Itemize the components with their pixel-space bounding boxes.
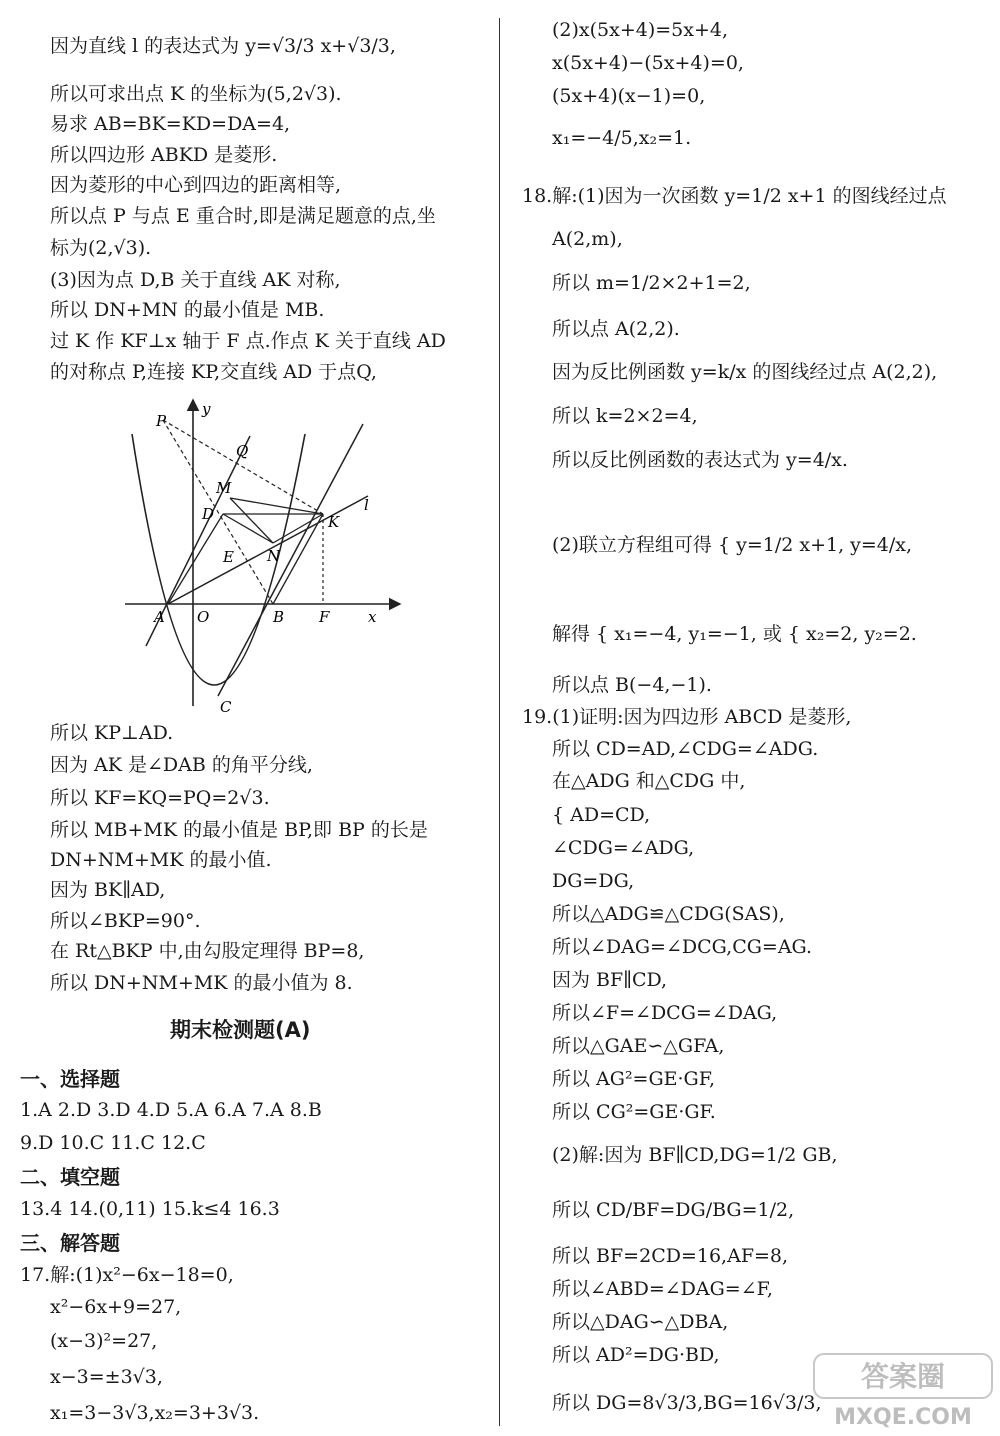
text-line: DN+NM+MK 的最小值. <box>50 849 272 871</box>
label-o: O <box>197 608 210 626</box>
text-line: 所以可求出点 K 的坐标为(5,2√3). <box>50 83 342 105</box>
text-line: 所以点 A(2,2). <box>552 318 680 340</box>
text-line: 所以点 P 与点 E 重合时,即是满足题意的点,坐 <box>50 205 436 227</box>
text-line: 因为 AK 是∠DAB 的角平分线, <box>50 754 313 776</box>
text-line: 在 Rt△BKP 中,由勾股定理得 BP=8, <box>50 940 365 962</box>
exam-title: 期末检测题(A) <box>170 1018 311 1042</box>
text-line: 所以四边形 ABKD 是菱形. <box>50 144 278 166</box>
text-line: A(2,m), <box>552 228 623 250</box>
label-b: B <box>273 608 285 626</box>
text-line: 因为直线 l 的表达式为 y=√3/3 x+√3/3, <box>50 35 396 57</box>
section-answer-heading: 三、解答题 <box>20 1231 120 1255</box>
text-line: 因为反比例函数 y=k/x 的图线经过点 A(2,2), <box>552 361 938 383</box>
text-line: DG=DG, <box>552 870 635 892</box>
text-line: 所以点 B(−4,−1). <box>552 674 712 696</box>
watermark-logo <box>812 1352 994 1432</box>
text-line: 解得 { x₁=−4, y₁=−1, 或 { x₂=2, y₂=2. <box>552 623 917 645</box>
label-n: N <box>267 547 281 565</box>
text-line: 所以 AG²=GE·GF, <box>552 1068 716 1090</box>
label-k: K <box>328 513 340 531</box>
text-line: 所以△DAG∽△DBA, <box>552 1311 729 1333</box>
label-l: l <box>364 496 369 514</box>
text-line: 在△ADG 和△CDG 中, <box>552 770 746 792</box>
text-line: 所以 AD²=DG·BD, <box>552 1344 720 1366</box>
text-line: x(5x+4)−(5x+4)=0, <box>552 52 744 74</box>
label-d: D <box>202 505 215 523</box>
text-line: (2)解:因为 BF∥CD,DG=1/2 GB, <box>552 1144 838 1166</box>
text-line: 所以 CD=AD,∠CDG=∠ADG. <box>552 738 819 760</box>
label-m: M <box>216 479 232 497</box>
text-line: 所以△ADG≌△CDG(SAS), <box>552 903 785 925</box>
section-fill-heading: 二、填空题 <box>20 1165 120 1189</box>
text-line: 所以 KF=KQ=PQ=2√3. <box>50 787 270 809</box>
label-e: E <box>223 548 234 566</box>
text-line: x²−6x+9=27, <box>50 1296 182 1318</box>
text-line: 所以 DG=8√3/3,BG=16√3/3, <box>552 1392 822 1414</box>
label-p: P <box>156 412 167 430</box>
text-line: 因为 BF∥CD, <box>552 969 668 991</box>
column-divider <box>499 18 500 1426</box>
text-line: 过 K 作 KF⊥x 轴于 F 点.作点 K 关于直线 AD <box>50 330 446 352</box>
text-line: 所以 m=1/2×2+1=2, <box>552 272 751 294</box>
watermark-text: MXQE.COM <box>834 1405 972 1430</box>
text-line: { AD=CD, <box>552 804 651 826</box>
text-line: ∠CDG=∠ADG, <box>552 837 695 859</box>
text-line: 所以 KP⊥AD. <box>50 722 174 744</box>
text-line: (2)联立方程组可得 { y=1/2 x+1, y=4/x, <box>552 534 913 556</box>
fill-answers-row: 13.4 14.(0,11) 15.k≤4 16.3 <box>20 1198 280 1220</box>
choice-answers-row: 1.A 2.D 3.D 4.D 5.A 6.A 7.A 8.B <box>20 1099 322 1121</box>
text-line: 所以反比例函数的表达式为 y=4/x. <box>552 449 848 471</box>
text-line: 因为菱形的中心到四边的距离相等, <box>50 174 342 196</box>
text-line: 所以 DN+NM+MK 的最小值为 8. <box>50 972 353 994</box>
label-x: x <box>368 608 377 626</box>
text-line: x−3=±3√3, <box>50 1366 163 1388</box>
text-line: 所以 BF=2CD=16,AF=8, <box>552 1245 789 1267</box>
text-line: 标为(2,√3). <box>50 237 152 259</box>
label-y: y <box>202 400 211 418</box>
text-line: 所以∠ABD=∠DAG=∠F, <box>552 1278 773 1300</box>
text-line: 所以 CG²=GE·GF. <box>552 1101 716 1123</box>
text-line: 所以∠F=∠DCG=∠DAG, <box>552 1002 778 1024</box>
label-c: C <box>220 698 232 716</box>
text-line: 所以 DN+MN 的最小值是 MB. <box>50 299 325 321</box>
label-f: F <box>319 608 330 626</box>
text-line: 所以 MB+MK 的最小值是 BP,即 BP 的长是 <box>50 819 428 841</box>
text-line: 18.解:(1)因为一次函数 y=1/2 x+1 的图线经过点 <box>522 185 947 207</box>
text-line: x₁=3−3√3,x₂=3+3√3. <box>50 1402 260 1424</box>
text-line: 17.解:(1)x²−6x−18=0, <box>20 1264 234 1286</box>
text-line: 所以∠DAG=∠DCG,CG=AG. <box>552 936 813 958</box>
section-choice-heading: 一、选择题 <box>20 1067 120 1091</box>
text-line: 所以∠BKP=90°. <box>50 910 201 932</box>
text-line: (2)x(5x+4)=5x+4, <box>552 19 729 41</box>
watermark-logo-text: 答案圈 <box>860 1360 946 1393</box>
text-line: 所以 CD/BF=DG/BG=1/2, <box>552 1199 795 1221</box>
text-line: (x−3)²=27, <box>50 1330 158 1352</box>
text-line: 易求 AB=BK=KD=DA=4, <box>50 113 291 135</box>
text-line: x₁=−4/5,x₂=1. <box>552 127 692 149</box>
geometry-figure <box>120 396 410 716</box>
label-a: A <box>154 608 165 626</box>
text-line: 因为 BK∥AD, <box>50 879 166 901</box>
choice-answers-row: 9.D 10.C 11.C 12.C <box>20 1132 206 1154</box>
text-line: (5x+4)(x−1)=0, <box>552 85 706 107</box>
line-bk <box>218 424 363 696</box>
text-line: 的对称点 P,连接 KP,交直线 AD 于点Q, <box>50 361 377 383</box>
text-line: (3)因为点 D,B 关于直线 AK 对称, <box>50 269 341 291</box>
text-line: 所以 k=2×2=4, <box>552 405 698 427</box>
text-line: 19.(1)证明:因为四边形 ABCD 是菱形, <box>522 706 852 728</box>
label-q: Q <box>236 442 249 460</box>
text-line: 所以△GAE∽△GFA, <box>552 1035 725 1057</box>
